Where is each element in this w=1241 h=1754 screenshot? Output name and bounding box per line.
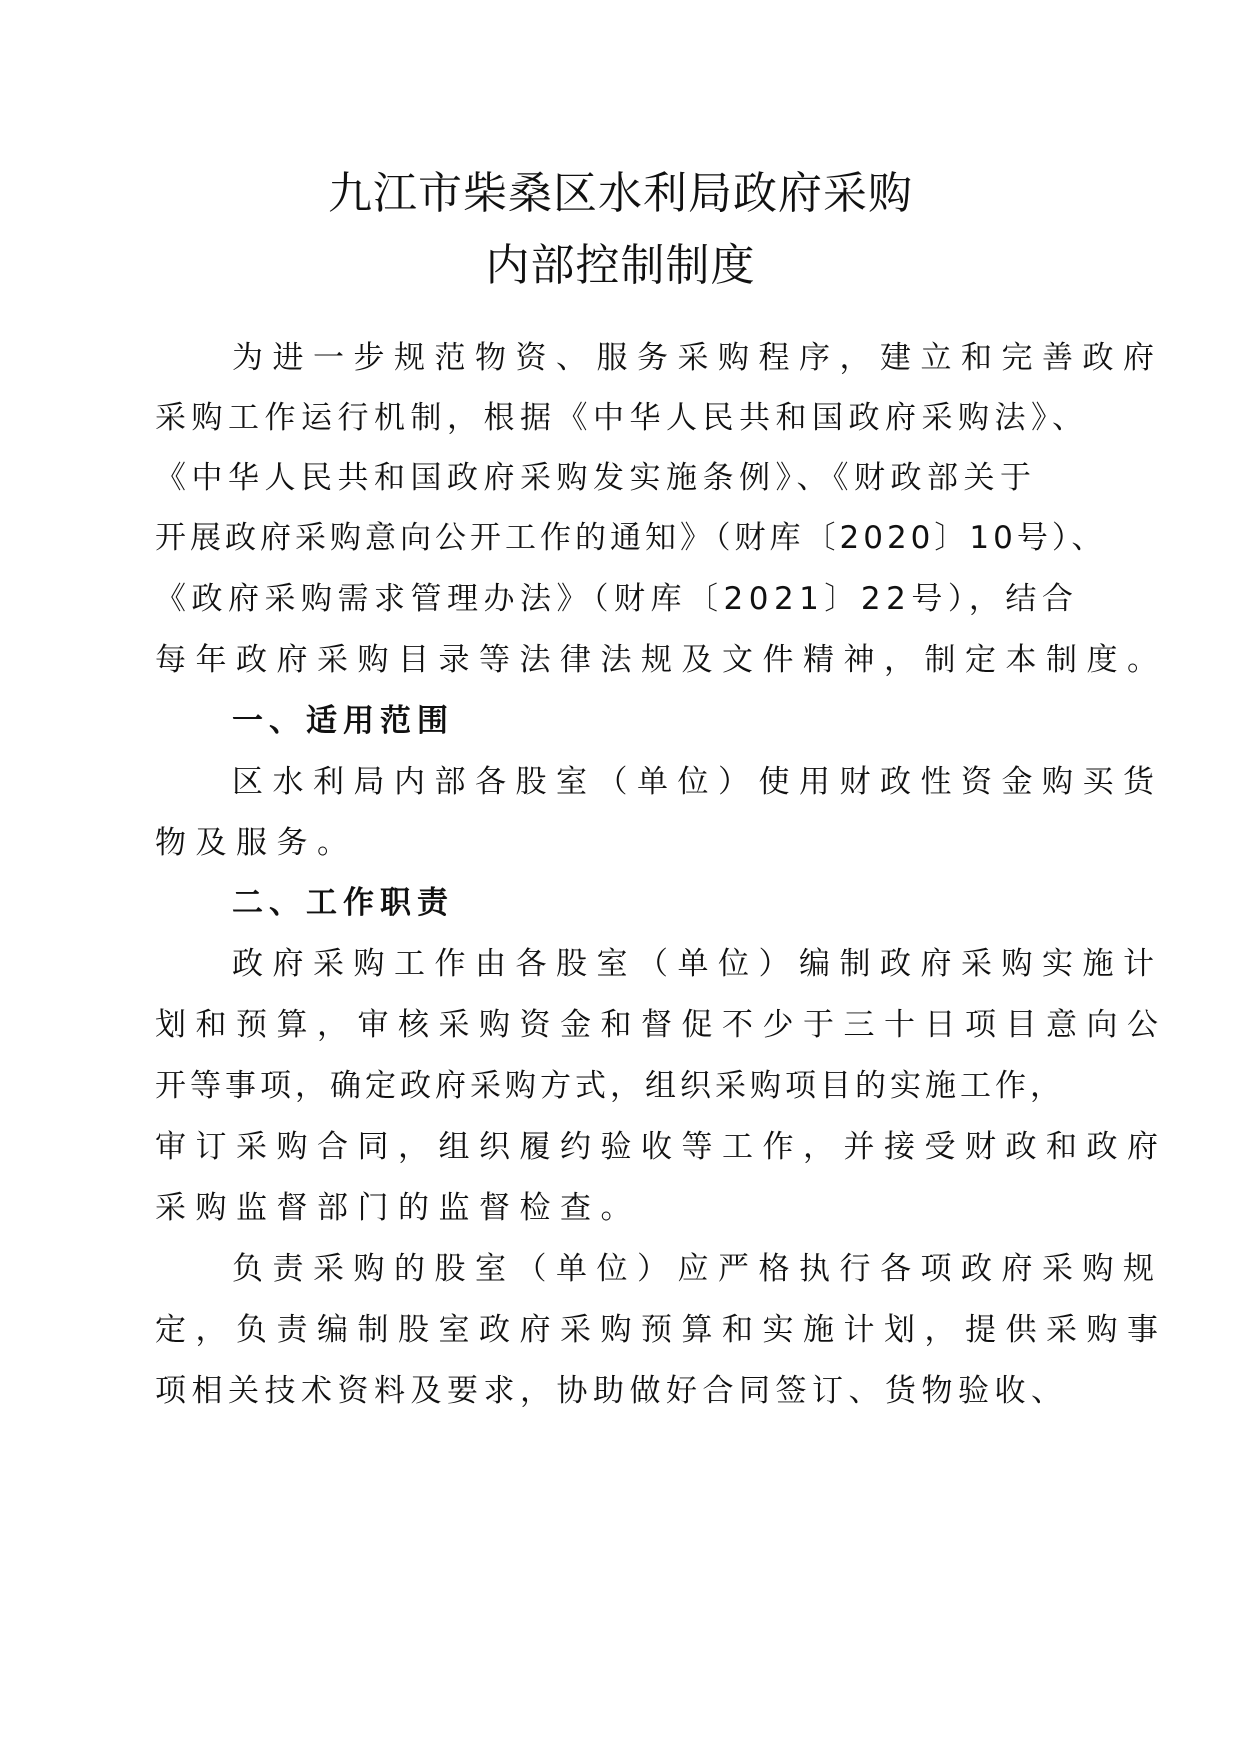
section-1-line-2: 物及服务。 xyxy=(155,825,358,861)
intro-line-1: 为进一步规范物资、服务采购程序，建立和完善政府 xyxy=(232,340,1164,376)
section-1-line-1: 区水利局内部各股室（单位）使用财政性资金购买货 xyxy=(232,764,1164,800)
section-2-para-1-line-3: 开等事项，确定政府采购方式，组织采购项目的实施工作， xyxy=(155,1068,1065,1104)
document-title-line-1: 九江市柴桑区水利局政府采购 xyxy=(328,168,913,219)
section-2-para-2-line-1: 负责采购的股室（单位）应严格执行各项政府采购规 xyxy=(232,1251,1164,1287)
intro-line-4: 开展政府采购意向公开工作的通知》（财库〔2020〕10号）、 xyxy=(155,520,1107,556)
section-2-para-2-line-3: 项相关技术资料及要求，协助做好合同签订、货物验收、 xyxy=(155,1373,1068,1409)
section-2-para-2-line-2: 定，负责编制股室政府采购预算和实施计划，提供采购事 xyxy=(155,1312,1168,1348)
section-2-para-1-line-2: 划和预算，审核采购资金和督促不少于三十日项目意向公 xyxy=(155,1007,1168,1043)
section-2-para-1-line-4: 审订采购合同，组织履约验收等工作，并接受财政和政府 xyxy=(155,1129,1168,1165)
intro-line-6: 每年政府采购目录等法律法规及文件精神，制定本制度。 xyxy=(155,642,1168,678)
document-title-line-2: 内部控制制度 xyxy=(485,240,756,291)
section-2-para-1-line-5: 采购监督部门的监督检查。 xyxy=(155,1190,641,1226)
intro-line-3: 《中华人民共和国政府采购发实施条例》、《财政部关于 xyxy=(155,460,1037,496)
section-2-heading: 二、工作职责 xyxy=(232,885,454,921)
section-2-para-1-line-1: 政府采购工作由各股室（单位）编制政府采购实施计 xyxy=(232,946,1164,982)
intro-line-5: 《政府采购需求管理办法》（财库〔2021〕22号），结合 xyxy=(155,581,1079,617)
section-1-heading: 一、适用范围 xyxy=(232,703,454,739)
intro-line-2: 采购工作运行机制，根据《中华人民共和国政府采购法》、 xyxy=(155,400,1089,436)
